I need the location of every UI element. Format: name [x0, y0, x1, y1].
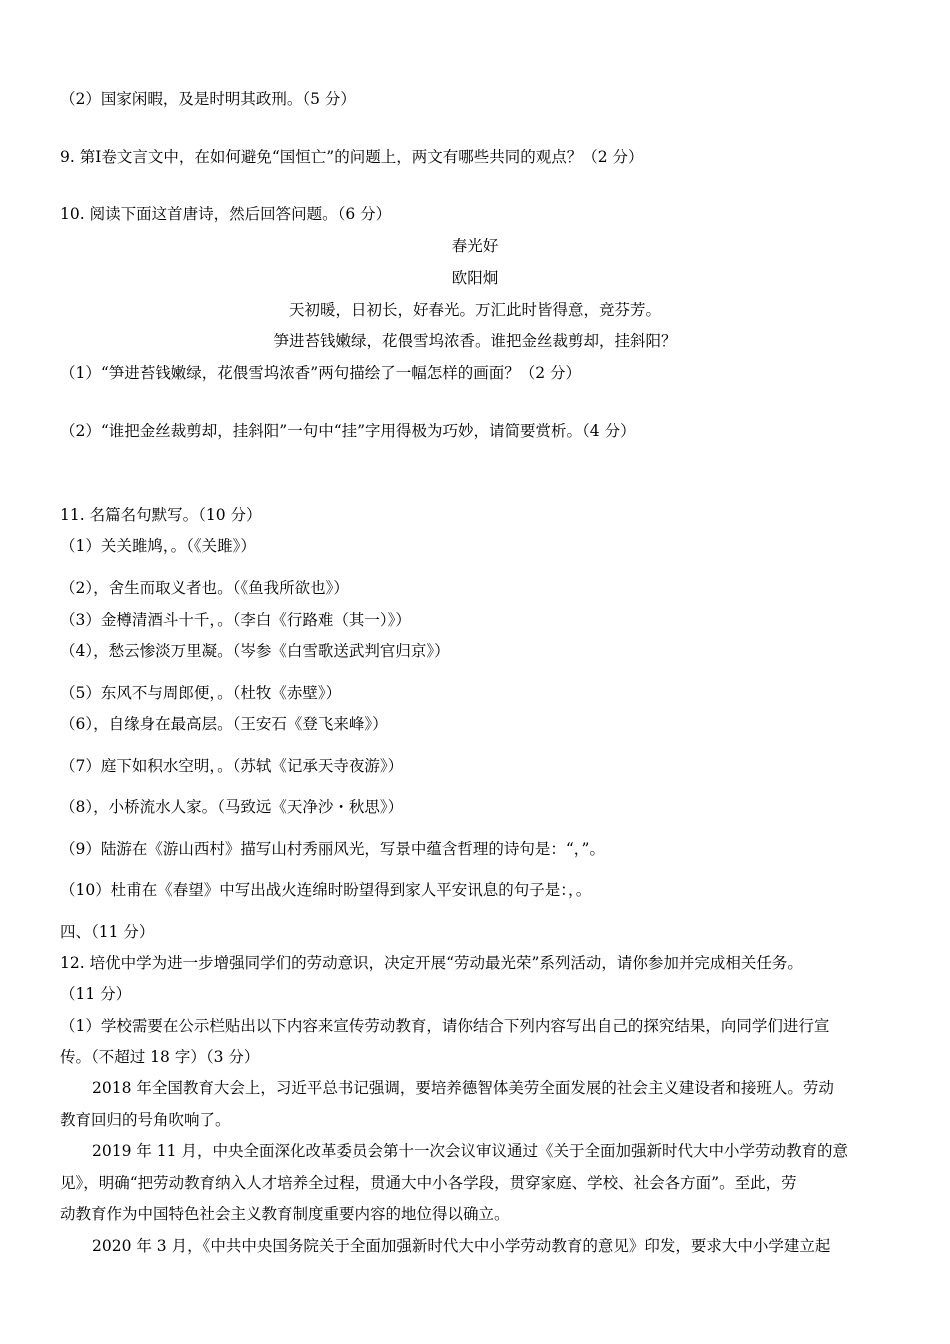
question-11: 11. 名篇名句默写。（10 分）: [60, 506, 262, 524]
question-11-9: （9）陆游在《游山西村》描写山村秀丽风光，写景中蕴含哲理的诗句是：“，”。: [60, 840, 605, 858]
question-10: 10. 阅读下面这首唐诗，然后回答问题。（6 分）: [60, 205, 392, 223]
paragraph-2-line-2: 见》，明确“把劳动教育纳入人才培养全过程，贯通大中小各学段，贯穿家庭、学校、社会各方面”。至此，劳: [60, 1174, 797, 1192]
question-11-6: （6），自缘身在最高层。（王安石《登飞来峰》）: [60, 715, 388, 733]
question-11-7: （7）庭下如积水空明，。（苏轼《记承天寺夜游》）: [60, 757, 404, 775]
poem-author: 欧阳炯: [451, 269, 499, 287]
paragraph-2-line-3: 动教育作为中国特色社会主义教育制度重要内容的地位得以确立。: [60, 1205, 510, 1223]
poem-line-2: 笋进苔钱嫩绿，花偎雪坞浓香。谁把金丝裁剪却，挂斜阳？: [273, 332, 677, 350]
question-11-2: （2），舍生而取义者也。（《鱼我所欲也》）: [60, 579, 349, 597]
question-9: 9. 第Ⅰ卷文言文中，在如何避免“国恒亡”的问题上，两文有哪些共同的观点？（2 分）: [60, 148, 644, 166]
question-10-2: （2）“谁把金丝裁剪却，挂斜阳”一句中“挂”字用得极为巧妙，请简要赏析。（4 分）: [60, 422, 636, 440]
question-12: 12. 培优中学为进一步增强同学们的劳动意识，决定开展“劳动最光荣”系列活动，请你参加并完成相关任务。: [60, 954, 803, 972]
question-12-1-line-1: （1）学校需要在公示栏贴出以下内容来宣传劳动教育，请你结合下列内容写出自己的探究结果，向同学们进行宣: [60, 1017, 830, 1035]
paragraph-3-line-1: 2020 年 3 月，《中共中央国务院关于全面加强新时代大中小学劳动教育的意见》印发，要求大中小学建立起: [92, 1237, 831, 1255]
question-11-5: （5）东风不与周郎便，。（杜牧《赤壁》）: [60, 684, 342, 702]
question-12-score: （11 分）: [60, 985, 132, 1003]
question-10-1: （1）“笋进苔钱嫩绿，花偎雪坞浓香”两句描绘了一幅怎样的画面？（2 分）: [60, 364, 582, 382]
paragraph-2-line-1: 2019 年 11 月，中央全面深化改革委员会第十一次会议审议通过《关于全面加强新时代大中小学劳动教育的意: [92, 1142, 848, 1160]
question-11-1: （1）关关雎鸠，。（《关雎》）: [60, 537, 256, 555]
question-12-1-line-2: 传。（不超过 18 字）（3 分）: [60, 1048, 260, 1066]
question-11-3: （3）金樽清酒斗十千，。（李白《行路难（其一）》）: [60, 611, 411, 629]
question-11-8: （8），小桥流水人家。（马致远《天净沙・秋思》）: [60, 798, 404, 816]
question-11-10: （10）杜甫在《春望》中写出战火连绵时盼望得到家人平安讯息的句子是：，。: [60, 881, 592, 899]
paragraph-1-line-2: 教育回归的号角吹响了。: [60, 1111, 231, 1129]
question-11-4: （4），愁云惨淡万里凝。（岑参《白雪歌送武判官归京》）: [60, 642, 450, 660]
poem-title: 春光好: [451, 237, 499, 255]
poem-line-1: 天初暖，日初长，好春光。万汇此时皆得意，竞芬芳。: [288, 301, 661, 319]
question-8-2: （2）国家闲暇，及是时明其政刑。（5 分）: [60, 90, 356, 108]
section-4-heading: 四、（11 分）: [60, 923, 155, 941]
paragraph-1-line-1: 2018 年全国教育大会上，习近平总书记强调，要培养德智体美劳全面发展的社会主义建设者和接班人。劳动: [92, 1079, 834, 1097]
